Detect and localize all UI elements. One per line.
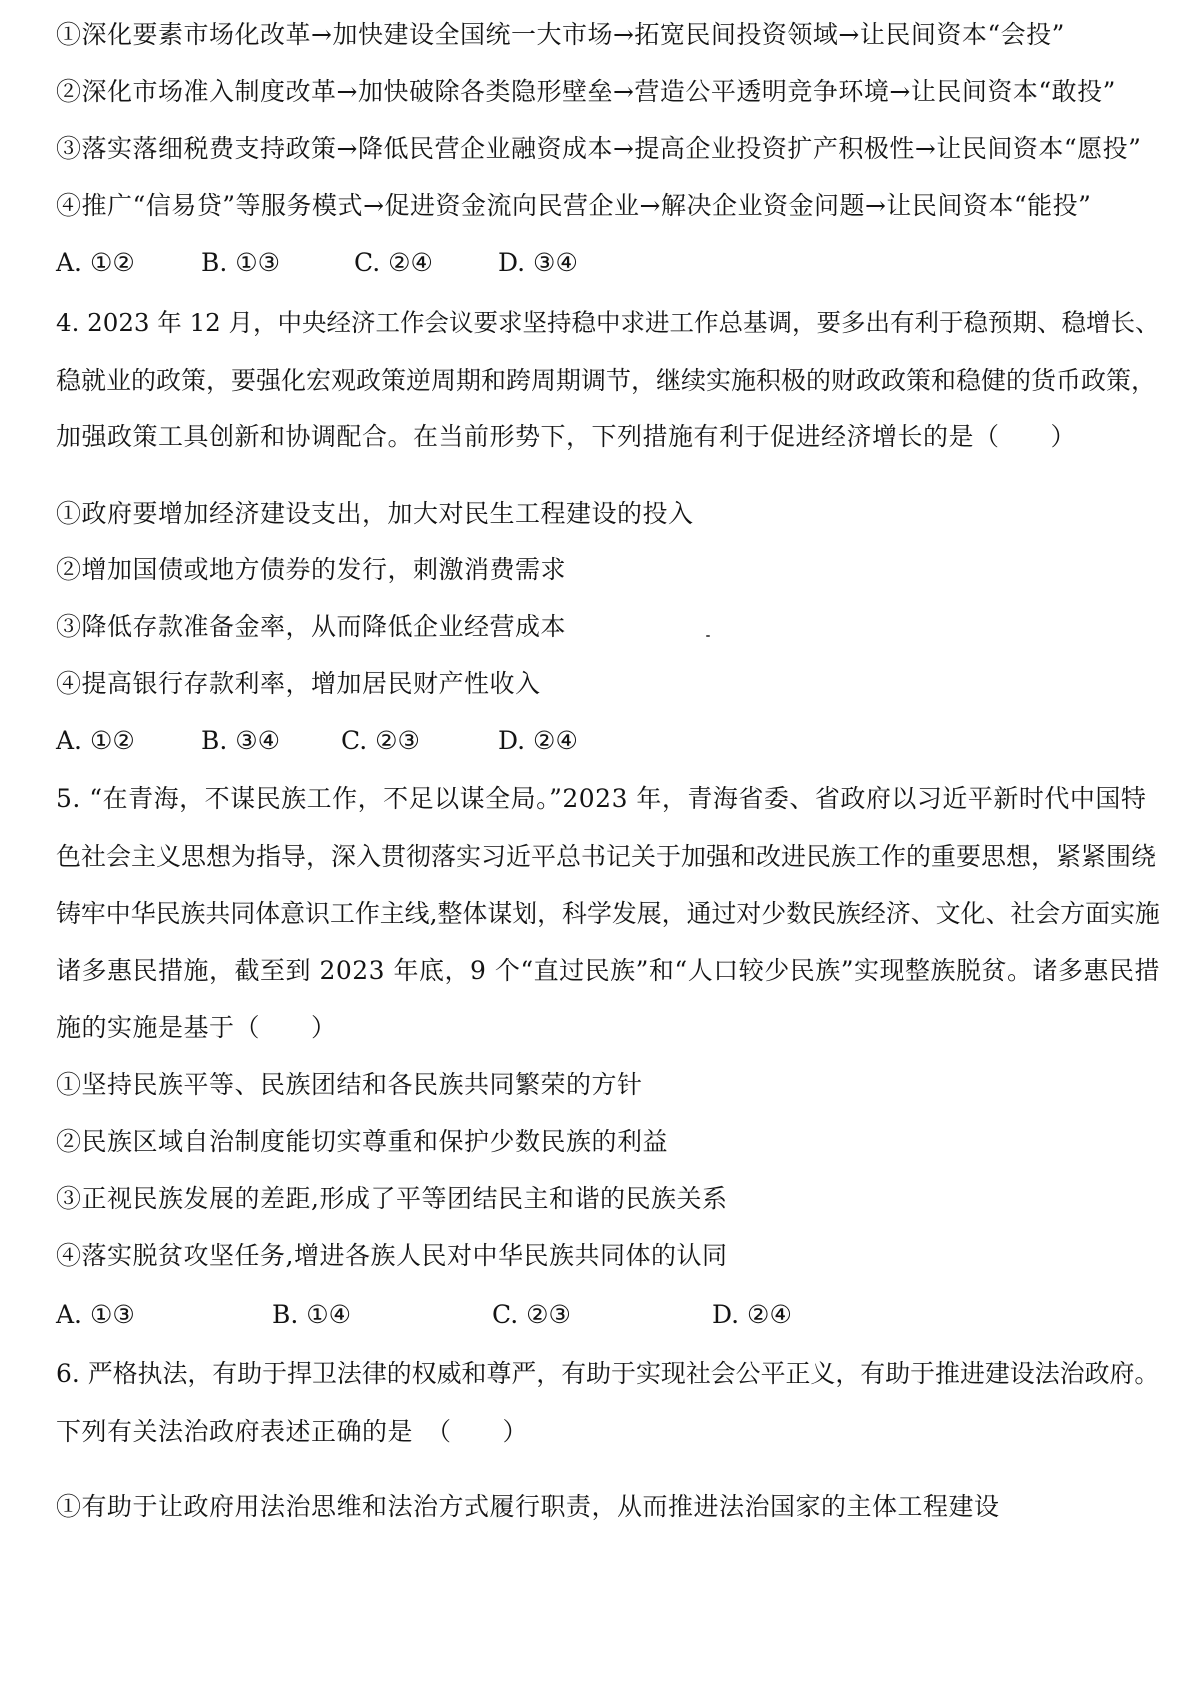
q3-option-a: A. ①②: [56, 248, 135, 277]
q4-option-c: C. ②③: [341, 726, 420, 755]
q4-item-1: ①政府要增加经济建设支出，加大对民生工程建设的投入: [56, 499, 694, 528]
q3-item-2: ②深化市场准入制度改革→加快破除各类隐形壁垒→营造公平透明竞争环境→让民间资本“敢投”: [56, 77, 1116, 106]
q6-stem-line-2: 下列有关法治政府表述正确的是 （ ）: [56, 1417, 529, 1446]
q5-option-b: B. ①④: [272, 1300, 352, 1329]
q5-item-3: ③正视民族发展的差距,形成了平等团结民主和谐的民族关系: [56, 1184, 728, 1213]
q3-option-c: C. ②④: [354, 248, 433, 277]
q5-stem-line-3: 铸牢中华民族共同体意识工作主线,整体谋划，科学发展，通过对少数民族经济、文化、社会方面实施: [56, 899, 1160, 928]
q4-option-a: A. ①②: [56, 726, 135, 755]
q4-item-3: ③降低存款准备金率，从而降低企业经营成本: [56, 612, 567, 641]
q5-item-1: ①坚持民族平等、民族团结和各民族共同繁荣的方针: [56, 1070, 643, 1099]
q5-option-c: C. ②③: [492, 1300, 571, 1329]
q5-option-a: A. ①③: [56, 1300, 135, 1329]
q5-option-d: D. ②④: [712, 1300, 792, 1329]
q4-item-2: ②增加国债或地方债券的发行，刺激消费需求: [56, 555, 567, 584]
q5-stem-line-2: 色社会主义思想为指导，深入贯彻落实习近平总书记关于加强和改进民族工作的重要思想，紧紧围绕: [56, 842, 1157, 871]
q6-stem-line-1: 6. 严格执法，有助于捍卫法律的权威和尊严，有助于实现社会公平正义，有助于推进建设法治政府。: [56, 1359, 1160, 1388]
q4-stem-line-1: 4. 2023 年 12 月，中央经济工作会议要求坚持稳中求进工作总基调，要多出有利于稳预期、稳增长、: [56, 308, 1160, 337]
q5-stem-line-1: 5. “在青海，不谋民族工作，不足以谋全局。”2023 年，青海省委、省政府以习近平新时代中国特: [56, 784, 1147, 813]
q4-option-b: B. ③④: [201, 726, 281, 755]
q6-item-1: ①有助于让政府用法治思维和法治方式履行职责，从而推进法治国家的主体工程建设: [56, 1492, 1000, 1521]
scan-speck: [706, 635, 710, 637]
q5-stem-line-5: 施的实施是基于（ ）: [56, 1013, 337, 1042]
q4-option-d: D. ②④: [498, 726, 578, 755]
q3-item-4: ④推广“信易贷”等服务模式→促进资金流向民营企业→解决企业资金问题→让民间资本“能投”: [56, 191, 1092, 220]
q5-item-4: ④落实脱贫攻坚任务,增进各族人民对中华民族共同体的认同: [56, 1241, 728, 1270]
q4-stem-line-3: 加强政策工具创新和协调配合。在当前形势下，下列措施有利于促进经济增长的是（ ）: [56, 422, 1077, 451]
q4-stem-line-2: 稳就业的政策，要强化宏观政策逆周期和跨周期调节，继续实施积极的财政政策和稳健的货币政策，: [56, 366, 1157, 395]
q3-option-b: B. ①③: [201, 248, 281, 277]
q3-item-3: ③落实落细税费支持政策→降低民营企业融资成本→提高企业投资扩产积极性→让民间资本“愿投”: [56, 134, 1142, 163]
q3-option-d: D. ③④: [498, 248, 578, 277]
q5-stem-line-4: 诸多惠民措施，截至到 2023 年底，9 个“直过民族”和“人口较少民族”实现整族脱贫。诸多惠民措: [56, 956, 1160, 985]
q3-item-1: ①深化要素市场化改革→加快建设全国统一大市场→拓宽民间投资领域→让民间资本“会投”: [56, 20, 1065, 49]
q4-item-4: ④提高银行存款利率，增加居民财产性收入: [56, 669, 541, 698]
q5-item-2: ②民族区域自治制度能切实尊重和保护少数民族的利益: [56, 1127, 669, 1156]
